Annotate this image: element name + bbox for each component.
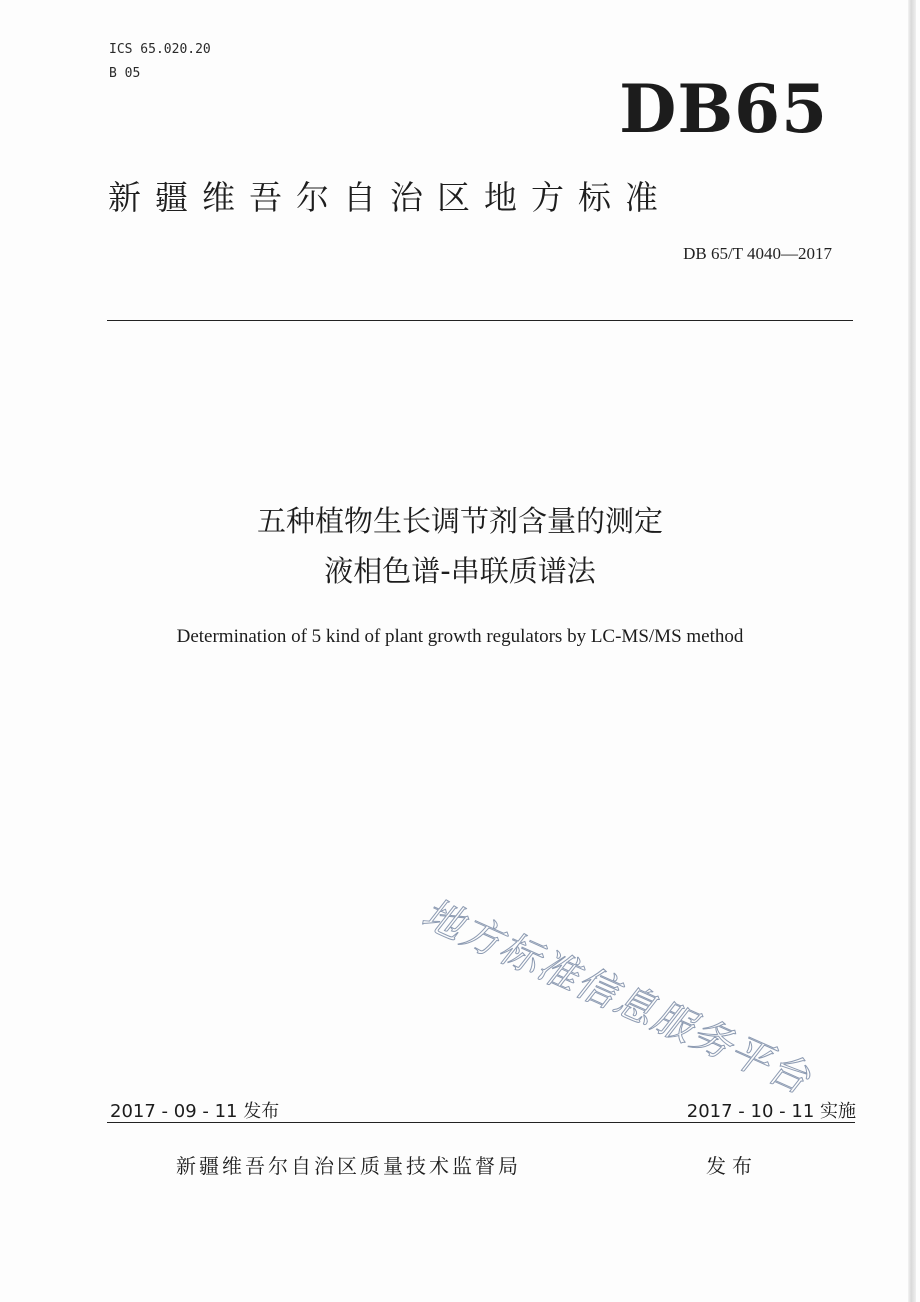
title-chinese-line2: 液相色谱-串联质谱法 [324, 554, 596, 588]
title-chinese [0, 496, 920, 596]
issue-date: 2017 - 09 - 11 发布 [110, 1101, 280, 1122]
watermark-text: 地方标准信息服务平台 [415, 890, 818, 1104]
implementation-date: 2017 - 10 - 11 实施 [686, 1101, 856, 1122]
standard-number: DB 65/T 4040—2017 [683, 244, 832, 263]
ccs-code: B 05 [109, 66, 141, 81]
issuing-action: 发布 [706, 1154, 758, 1178]
db-logo: DB65 [619, 70, 828, 148]
title-english: Determination of 5 kind of plant growth regulators by LC-MS/MS method [176, 626, 744, 647]
title-chinese-line1: 五种植物生长调节剂含量的测定 [256, 504, 663, 538]
ics-code: ICS 65.020.20 [109, 42, 211, 57]
scan-edge-shadow [908, 0, 916, 1302]
bottom-divider [107, 1122, 855, 1123]
standard-type: 新疆维吾尔自治区地方标准 [108, 178, 672, 217]
issuing-authority: 新疆维吾尔自治区质量技术监督局 [176, 1154, 521, 1178]
top-divider [107, 320, 853, 321]
